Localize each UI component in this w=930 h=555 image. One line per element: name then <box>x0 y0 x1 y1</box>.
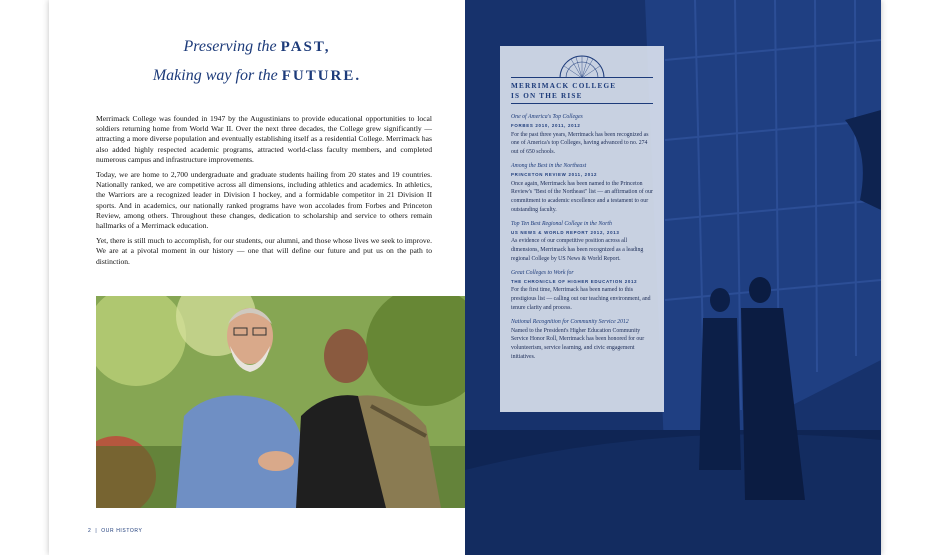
award-source: US NEWS & WORLD REPORT 2012, 2013 <box>511 229 620 235</box>
award-item <box>511 113 655 157</box>
award-item <box>511 162 655 215</box>
professor-student-photo <box>96 296 465 508</box>
panel-top-rule <box>511 77 653 78</box>
headline-line-2 <box>49 67 465 85</box>
panel-title-line-1: MERRIMACK COLLEGE <box>511 82 617 90</box>
award-item <box>511 318 655 362</box>
footer-section-label: OUR HISTORY <box>101 528 143 534</box>
paragraph: Merrimack College was founded in 1947 by the Augustinians to provide educational opportunities to local soldiers returning home from World War II. Over the next three decades, the College grew significantly — attracting a more diverse population and eventually establishing itself as a residential College. Merrimack has also added highly respected academic programs, attracted world-class faculty members, and completed numerous campus and infrastructure improvements. <box>96 114 432 164</box>
headline-caps-2: FUTURE. <box>281 68 362 84</box>
award-title: National Recognition for Community Service 2012 <box>511 318 629 325</box>
achievements-panel <box>500 46 664 412</box>
headline-line-1 <box>49 38 465 56</box>
award-text: For the past three years, Merrimack has been recognized as one of America's top Colleges, having advanced to no. 274 out of 650 schools. <box>511 131 649 156</box>
award-item <box>511 269 655 313</box>
award-title: One of America's Top Colleges <box>511 114 583 120</box>
panel-title <box>511 81 653 104</box>
page-footer <box>88 528 142 534</box>
paragraph: Today, we are home to 2,700 undergraduate and graduate students hailing from 20 states and 19 countries. Nationally ranked, we are competitive across all dimensions, including athletics and academics. In athletics, the Warriors are a recognized leader in Division I hockey, and a formidable competitor in 21 Division II sports. And in academics, our nationally ranked programs have won accolades from Forbes and Princeton Review, among others. Throughout these changes, dedication to scholarship and service to others remain hallmarks of a Merrimack education. <box>96 170 432 231</box>
paragraph: Yet, there is still much to accomplish, for our students, our alumni, and those whose lives we seek to improve. We are at a pivotal moment in our history — one that will define our future and put us on the path to distinction. <box>96 236 432 266</box>
award-source: PRINCETON REVIEW 2011, 2012 <box>511 171 598 177</box>
college-seal-icon <box>558 52 606 78</box>
award-item <box>511 220 655 264</box>
awards-list <box>511 113 655 367</box>
award-title: Great Colleges to Work for <box>511 269 574 276</box>
headline-italic-2: Making way for the <box>152 67 278 84</box>
award-source: FORBES 2010, 2011, 2012 <box>511 122 581 128</box>
headline-caps-1: PAST, <box>280 39 331 55</box>
award-title: Among the Best in the Northeast <box>511 162 587 169</box>
award-text: As evidence of our competitive position across all dimensions, Merrimack has been recognized as a leading regional College by US News & World Report. <box>511 238 644 262</box>
panel-title-line-2: IS ON THE RISE <box>511 92 583 100</box>
award-text: Named to the President's Higher Education Community Service Honor Roll, Merrimack has been honored for our volunteerism, service learning, and civic engagement initiatives. <box>511 327 645 360</box>
body-text <box>96 114 432 272</box>
award-source: THE CHRONICLE OF HIGHER EDUCATION 2012 <box>511 278 638 284</box>
photo-illustration <box>96 296 465 508</box>
footer-separator: | <box>95 528 98 534</box>
award-text: For the first time, Merrimack has been named to this prestigious list — calling out our teaching environment, and tenure clarity and process. <box>511 287 651 311</box>
award-title: Top Ten Best Regional College in the North <box>511 220 612 227</box>
headline-italic-1: Preserving the <box>183 38 277 55</box>
left-page <box>49 0 465 555</box>
right-page <box>465 0 881 555</box>
award-text: Once again, Merrimack has been named to the Princeton Review's "Best of the Northeast" list — an affirmation of our commitment to academic excellence and a testament to our outstanding faculty. <box>511 180 653 213</box>
page-number: 2 <box>88 528 92 534</box>
